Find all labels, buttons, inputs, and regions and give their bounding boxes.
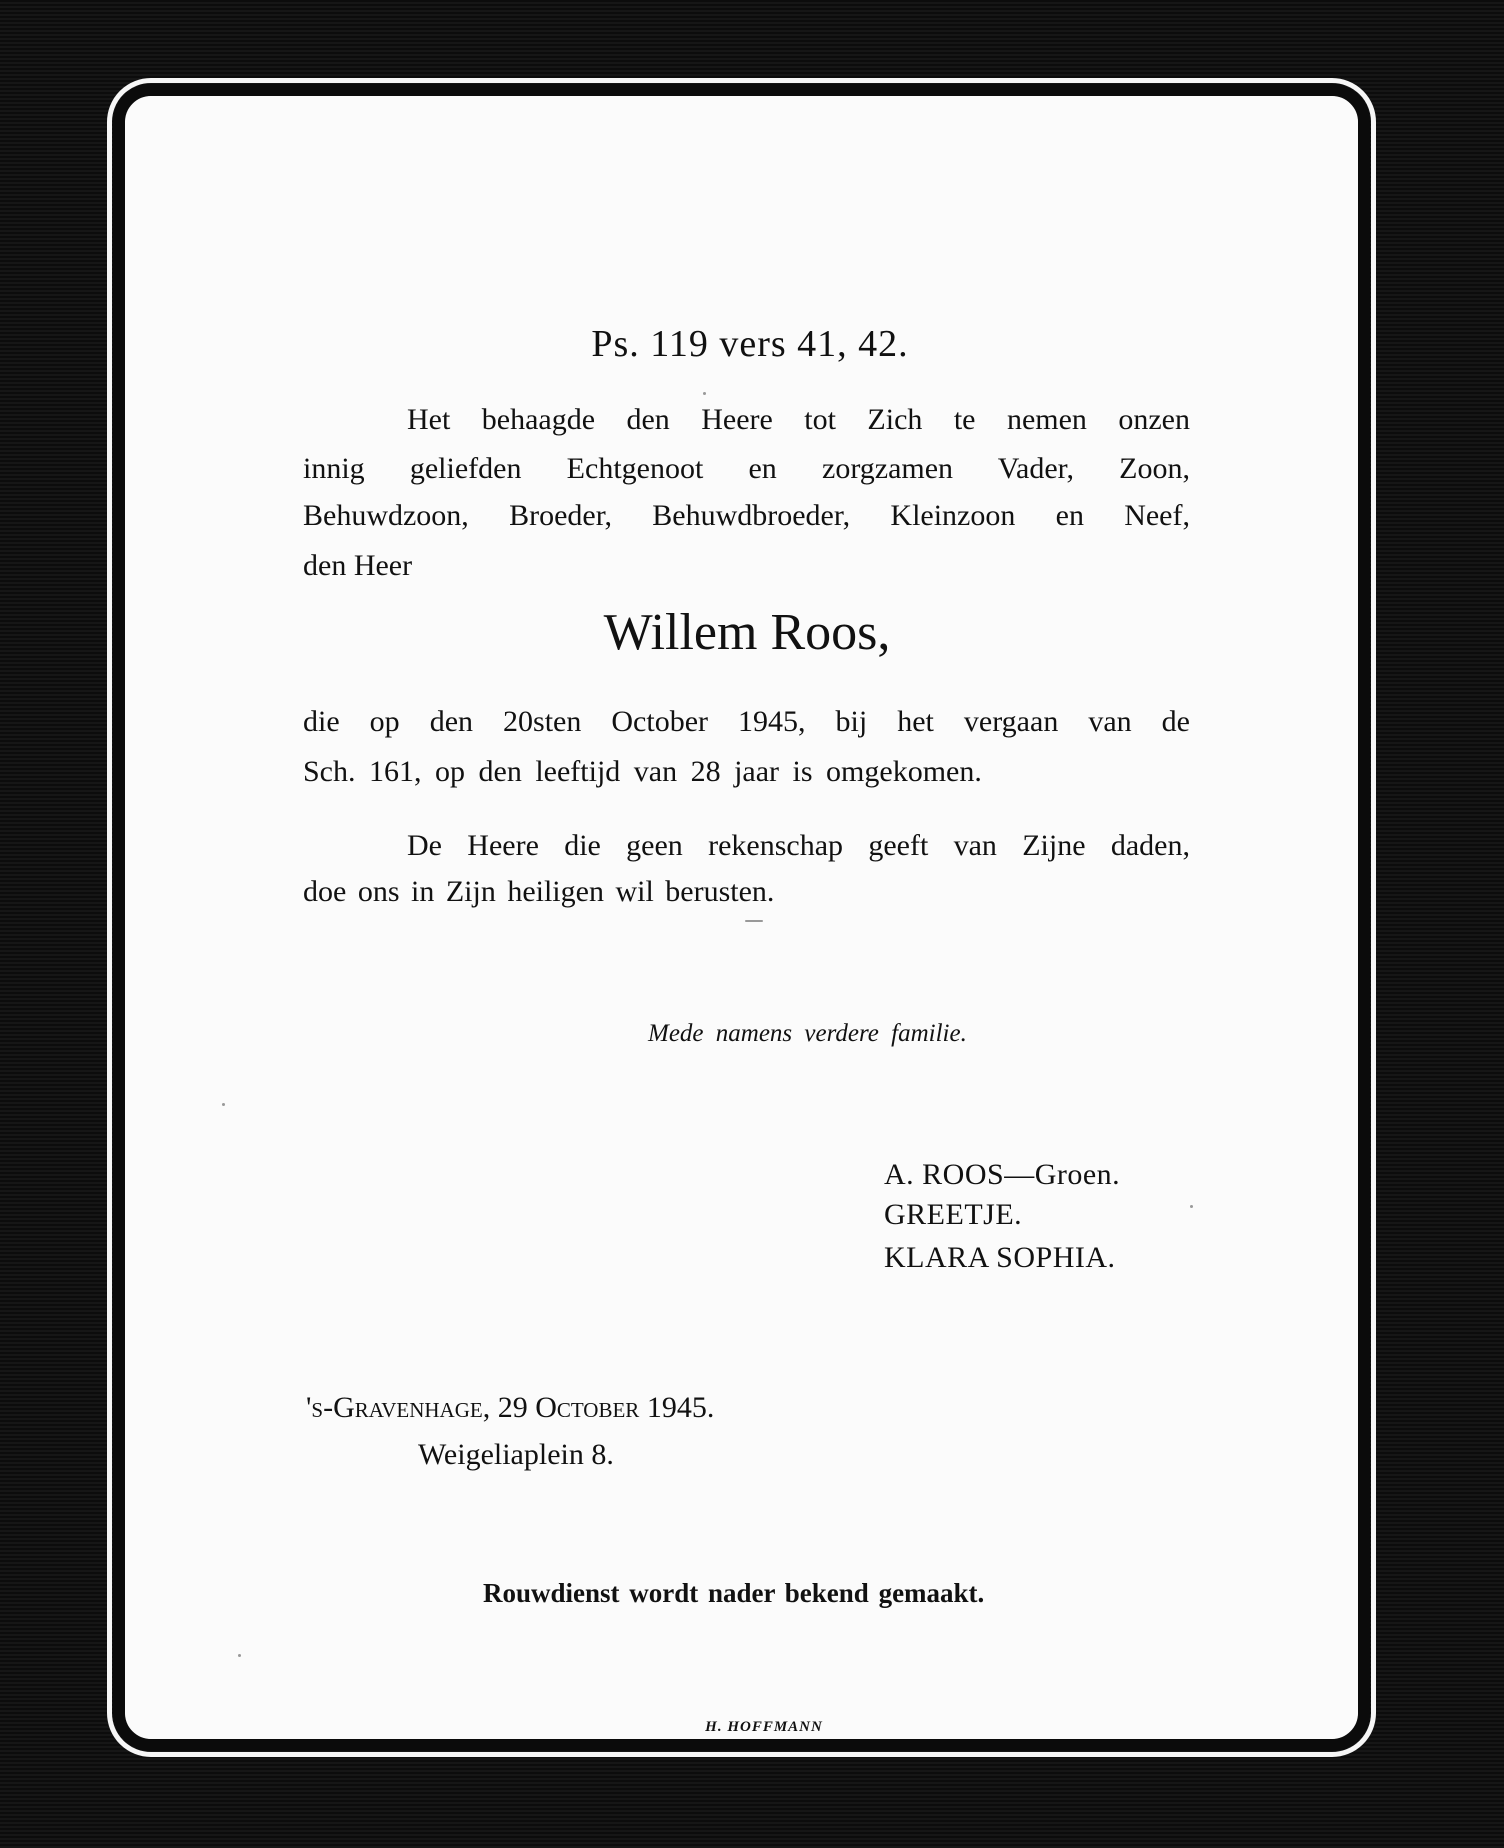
print-speck [238, 1654, 241, 1657]
psalm-reference: Ps. 119 vers 41, 42. [591, 323, 909, 365]
announcement-line-4: den Heer [303, 549, 413, 582]
announcement-line-2: innig geliefden Echtgenoot en zorgzamen Vader, Zoon, [303, 452, 1190, 485]
signer-name: A. ROOS—Groen. [884, 1158, 1121, 1191]
prayer-line-2: doe ons in Zijn heiligen wil berusten. [303, 875, 775, 908]
signer-klara-sophia: KLARA SOPHIA. [884, 1241, 1116, 1274]
service-note: Rouwdienst wordt nader bekend gemaakt. [483, 1578, 985, 1608]
print-speck [703, 392, 706, 395]
announcement-line-3: Behuwdzoon, Broeder, Behuwdbroeder, Kleinzoon en Neef, [303, 499, 1190, 532]
address: Weigeliaplein 8. [418, 1438, 614, 1471]
print-speck [745, 920, 763, 922]
print-speck [222, 1103, 225, 1106]
family-note: Mede namens verdere familie. [648, 1020, 967, 1047]
place-date: 's-Gravenhage, 29 October 1945. [306, 1391, 715, 1424]
announcement-line-1: Het behaagde den Heere tot Zich te nemen onzen [407, 403, 1190, 436]
signer-a-roos-groen [884, 1160, 1120, 1190]
print-speck [1190, 1205, 1193, 1208]
deceased-name: Willem Roos, [603, 604, 891, 661]
printer-imprint: H. HOFFMANN [705, 1719, 823, 1735]
signer-greetje: GREETJE. [884, 1198, 1023, 1231]
death-line-1: die op den 20sten October 1945, bij het vergaan van de [303, 705, 1190, 738]
death-line-2: Sch. 161, op den leeftijd van 28 jaar is omgekomen. [303, 755, 982, 788]
prayer-line-1: De Heere die geen rekenschap geeft van Zijne daden, [407, 829, 1190, 862]
